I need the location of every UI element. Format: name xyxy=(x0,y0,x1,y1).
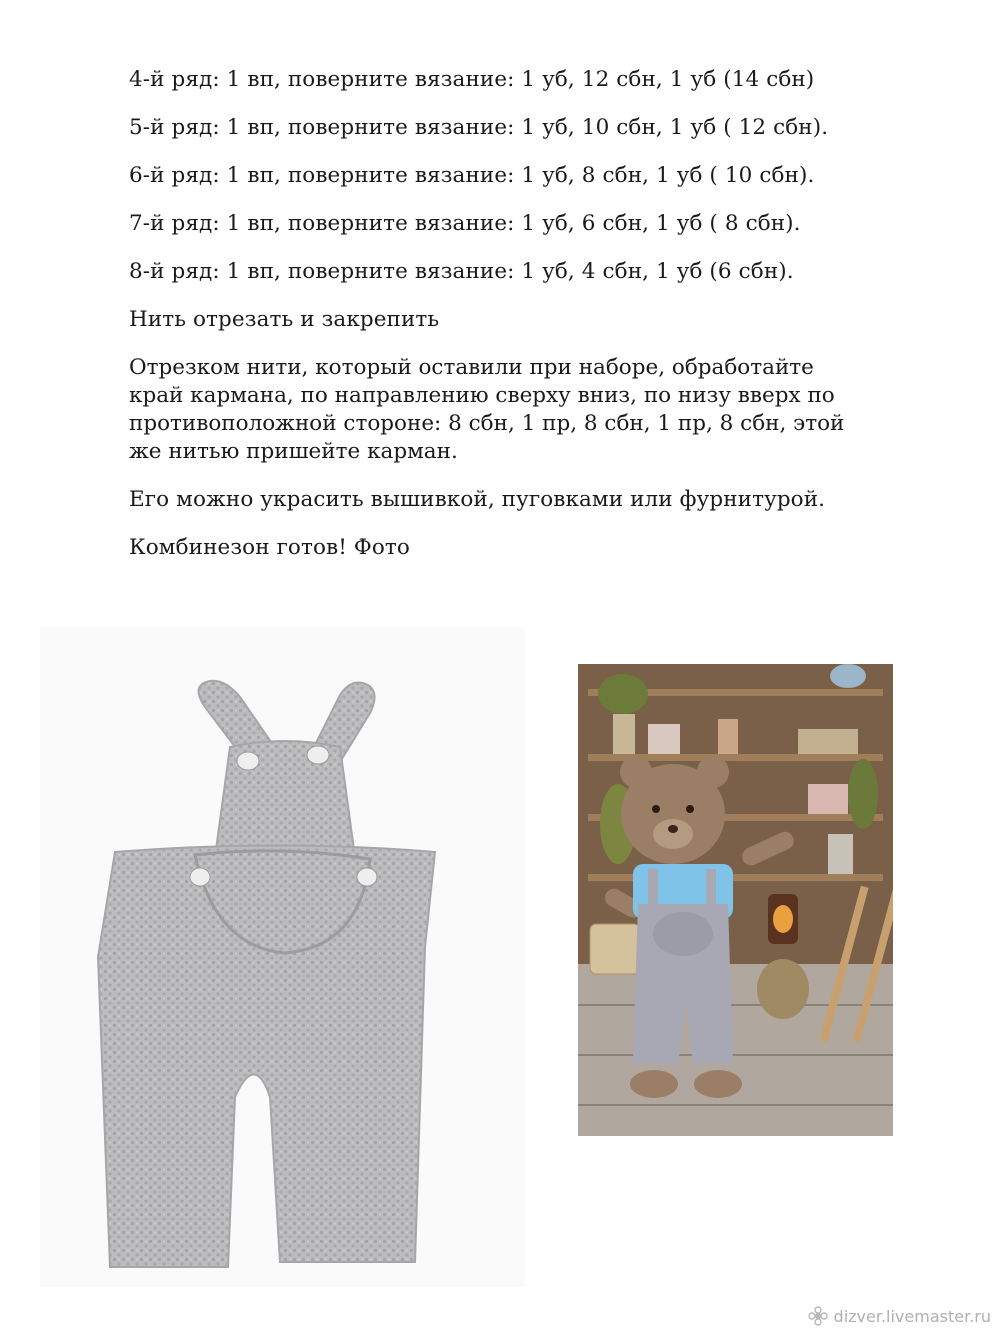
flower-logo-icon xyxy=(808,1306,828,1326)
done-note: Комбинезон готов! Фото xyxy=(129,535,410,560)
decorate-note: Его можно украсить вышивкой, пуговками или фурнитурой. xyxy=(129,487,826,512)
edging-paragraph xyxy=(129,354,929,466)
instructions-text xyxy=(129,66,929,582)
watermark xyxy=(808,1306,991,1326)
finish-note: Нить отрезать и закрепить xyxy=(129,307,440,332)
edging-line: Отрезком нити, который оставили при наборе, обработайте xyxy=(129,355,814,380)
row-5: 5-й ряд: 1 вп, поверните вязание: 1 уб, 10 сбн, 1 уб ( 12 сбн). xyxy=(129,115,829,140)
row-8: 8-й ряд: 1 вп, поверните вязание: 1 уб, 4 сбн, 1 уб (6 сбн). xyxy=(129,259,794,284)
row-4: 4-й ряд: 1 вп, поверните вязание: 1 уб, 12 сбн, 1 уб (14 сбн) xyxy=(129,67,815,92)
row-6: 6-й ряд: 1 вп, поверните вязание: 1 уб, 8 сбн, 1 уб ( 10 сбн). xyxy=(129,163,815,188)
button xyxy=(190,868,210,886)
overalls-photo xyxy=(40,627,525,1287)
button xyxy=(357,868,377,886)
edging-line: край кармана, по направлению сверху вниз, по низу вверх по xyxy=(129,383,835,408)
watermark-text: dizver.livemaster.ru xyxy=(833,1306,991,1326)
edging-line: же нитью пришейте карман. xyxy=(129,439,458,464)
edging-line: противоположной стороне: 8 сбн, 1 пр, 8 сбн, 1 пр, 8 сбн, этой xyxy=(129,411,845,436)
bib xyxy=(215,741,355,857)
row-7: 7-й ряд: 1 вп, поверните вязание: 1 уб, 6 сбн, 1 уб ( 8 сбн). xyxy=(129,211,801,236)
button xyxy=(237,752,259,770)
button xyxy=(307,746,329,764)
bear-photo xyxy=(578,664,893,1136)
